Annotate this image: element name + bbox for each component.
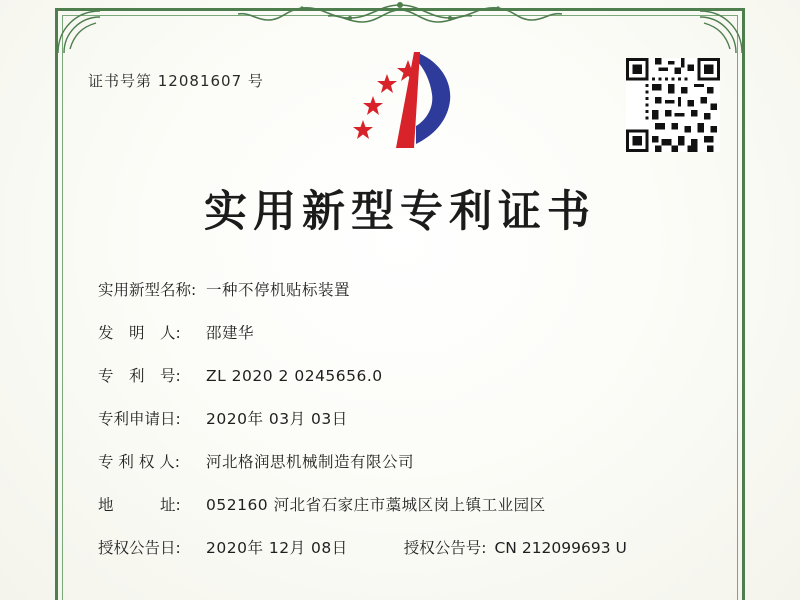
field-value: 2020年 03月 03日 [206, 410, 348, 428]
page-title: 实用新型专利证书 [204, 187, 596, 237]
field-row [98, 364, 710, 386]
field-value-announcement-date: 2020年 12月 08日 [206, 539, 348, 557]
field-value: 邵建华 [206, 324, 255, 342]
cnipa-patent-logo-icon [330, 48, 470, 153]
field-list [98, 278, 710, 579]
certificate-number: 证书号第 12081607 号 [88, 72, 264, 90]
field-label: 专利申请日: [98, 410, 181, 428]
field-row [98, 450, 710, 472]
corner-ornament-icon [56, 9, 102, 55]
field-label-announcement-number: 授权公告号: [403, 539, 487, 557]
field-label: 专 利 号: [98, 367, 181, 385]
field-value: 一种不停机贴标装置 [206, 281, 351, 299]
field-label: 实用新型名称: [98, 281, 197, 299]
field-value: ZL 2020 2 0245656.0 [206, 367, 383, 385]
field-label: 发 明 人: [98, 324, 181, 342]
qr-code [626, 58, 720, 152]
field-value-announcement-number: CN 212099693 U [494, 539, 627, 557]
field-row [98, 493, 710, 515]
field-row-announcement [98, 536, 710, 558]
field-label: 专 利 权 人: [98, 453, 181, 471]
ornament-flourish-icon [190, 2, 610, 32]
field-value: 河北格润思机械制造有限公司 [206, 453, 415, 471]
corner-ornament-icon [698, 9, 744, 55]
field-row [98, 321, 710, 343]
field-value: 052160 河北省石家庄市藁城区岗上镇工业园区 [206, 496, 546, 514]
field-label-announcement-date: 授权公告日: [98, 539, 181, 557]
field-row [98, 278, 710, 300]
field-label: 地 址: [98, 496, 181, 514]
field-row [98, 407, 710, 429]
